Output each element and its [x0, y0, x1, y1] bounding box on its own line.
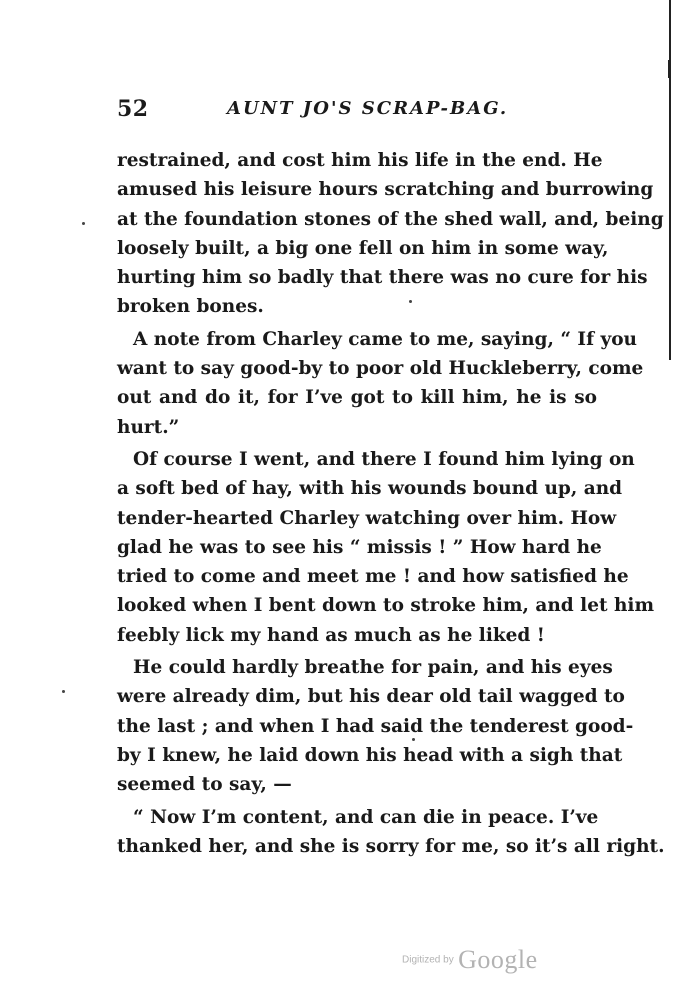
stray-mark [62, 690, 65, 693]
running-head: AUNT JO'S SCRAP-BAG. [227, 98, 509, 119]
digitization-watermark [402, 945, 538, 975]
text-line: glad he was to see his “ missis ! ” How hard he [117, 536, 602, 558]
text-line: A note from Charley came to me, saying, “ If you [133, 328, 638, 350]
text-line: tender-hearted Charley watching over him. How [117, 507, 617, 529]
text-line: the last ; and when I had said the tenderest good- [117, 715, 634, 737]
text-line: loosely built, a big one fell on him in some way, [117, 237, 609, 259]
text-line: a soft bed of hay, with his wounds bound up, and [117, 478, 623, 500]
text-line: “ Now I’m content, and can die in peace. I’ve [133, 806, 599, 828]
text-line: want to say good-by to poor old Huckleberry, come [117, 358, 644, 380]
text-line: hurting him so badly that there was no cure for his [117, 267, 648, 289]
text-line: hurt.” [117, 416, 180, 438]
page-header [117, 96, 597, 126]
text-line: by I knew, he laid down his head with a sigh that [117, 744, 623, 766]
text-line: seemed to say, — [117, 774, 292, 796]
page-edge-rule [669, 0, 671, 360]
text-line: were already dim, but his dear old tail wagged to [117, 686, 625, 708]
page-edge-mark [668, 60, 671, 78]
text-line: looked when I bent down to stroke him, and let him [117, 595, 655, 617]
text-line: restrained, and cost him his life in the end. He [117, 150, 603, 171]
text-line: thanked her, and she is sorry for me, so it’s all right. [117, 835, 665, 857]
text-line: out and do it, for I’ve got to kill him, he is so [117, 387, 597, 409]
text-line: at the foundation stones of the shed wall, and, being [117, 208, 664, 230]
text-line: amused his leisure hours scratching and burrowing [117, 179, 654, 201]
page-number: 52 [117, 96, 149, 122]
body-text [117, 146, 665, 861]
text-line: Of course I went, and there I found him lying on [133, 448, 635, 470]
text-line: feebly lick my hand as much as he liked ! [117, 624, 545, 646]
stray-mark [82, 222, 85, 225]
text-line: broken bones. [117, 296, 264, 318]
text-line: He could hardly breathe for pain, and his eyes [133, 657, 613, 679]
watermark-brand: Google [458, 945, 538, 974]
text-line: tried to come and meet me ! and how satisfied he [117, 566, 629, 588]
watermark-prefix: Digitized by [402, 954, 454, 966]
